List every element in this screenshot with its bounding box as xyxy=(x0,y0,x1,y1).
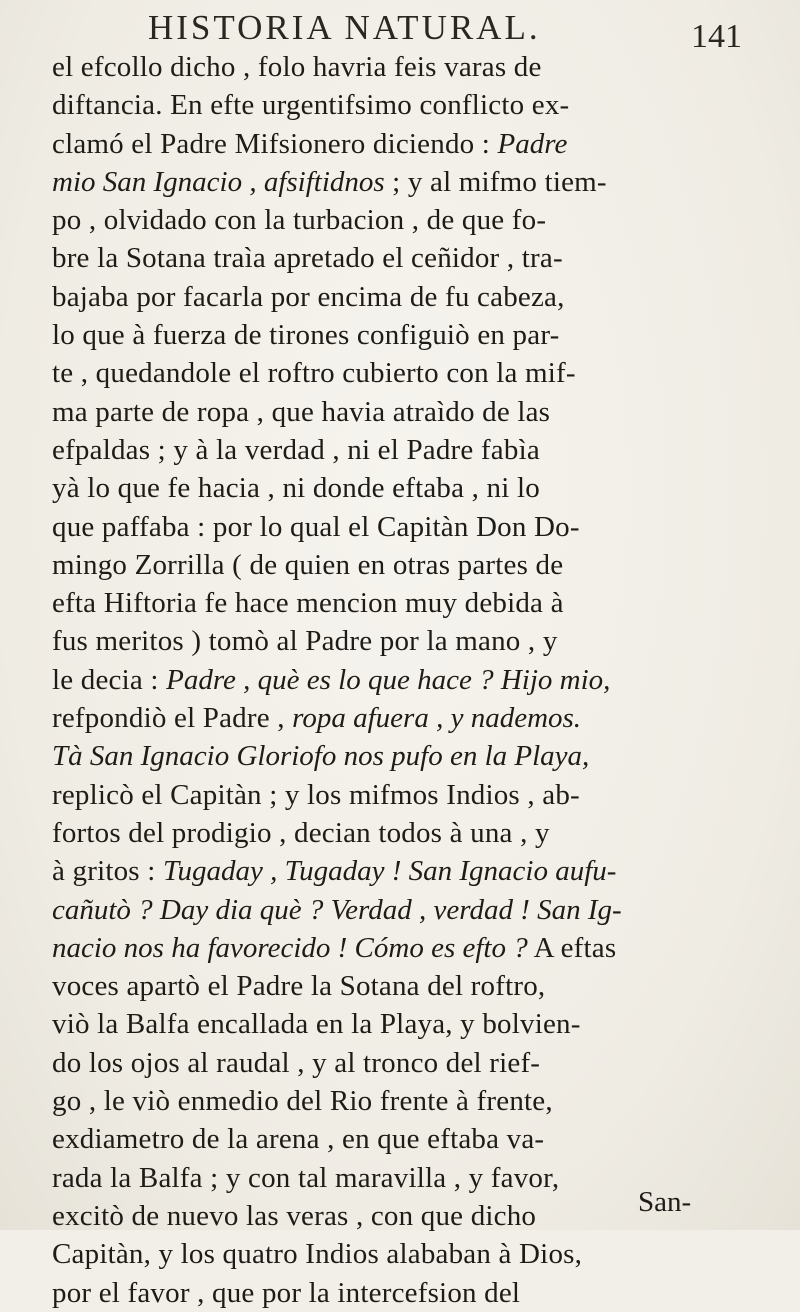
text-line xyxy=(52,1235,772,1273)
text-run: po , olvidado con la turbacion , de que fo- xyxy=(52,204,547,237)
text-run: A eftas xyxy=(527,931,617,964)
text-run: fus meritos ) tomò al Padre por la mano , y xyxy=(52,625,558,658)
text-run: bajaba por facarla por encima de fu cabeza, xyxy=(52,280,565,313)
text-line xyxy=(52,1044,772,1082)
text-run: lo que à fuerza de tirones configuiò en par- xyxy=(52,319,560,352)
text-run: el efcollo dicho , folo havria feis varas de xyxy=(52,51,542,83)
text-run: exdiametro de la arena , en que eftaba va- xyxy=(52,1123,545,1156)
text-run: ma parte de ropa , que havia atraìdo de las xyxy=(52,395,551,428)
italic-text-run: mio San Ignacio , afsiftidnos xyxy=(52,165,385,198)
text-line xyxy=(52,163,772,201)
text-run: clamó el Padre Mifsionero diciendo : xyxy=(52,127,498,160)
catchword: San- xyxy=(638,1186,692,1218)
text-run: excitò de nuevo las veras , con que dicho xyxy=(52,1199,537,1232)
text-run: le decia : xyxy=(52,663,167,696)
italic-text-run: Tà San Ignacio Gloriofo nos pufo en la Playa, xyxy=(52,740,590,773)
text-line xyxy=(52,201,772,239)
text-line xyxy=(52,469,772,507)
text-run: te , quedandole el roftro cubierto con la mif- xyxy=(52,357,576,390)
text-line xyxy=(52,737,772,775)
text-run: à gritos : xyxy=(52,855,163,888)
text-run: mingo Zorrilla ( de quien en otras partes de xyxy=(52,548,564,581)
text-line xyxy=(52,967,772,1005)
italic-text-run: Padre , què es lo que hace ? Hijo mio, xyxy=(166,663,611,696)
text-line xyxy=(52,239,772,277)
italic-text-run: ropa afuera , y nademos. xyxy=(292,702,582,735)
text-line xyxy=(52,546,772,584)
page-number: 141 xyxy=(691,18,742,55)
text-line xyxy=(52,1005,772,1043)
text-line xyxy=(52,508,772,546)
text-run: bre la Sotana traìa apretado el ceñidor , tra- xyxy=(52,242,563,275)
text-line xyxy=(52,48,772,86)
text-line xyxy=(52,622,772,660)
italic-text-run: nacio nos ha favorecido ! Cómo es efto ? xyxy=(52,931,528,964)
text-run: por el favor , que por la intercefsion del xyxy=(52,1276,521,1309)
text-line xyxy=(52,1274,772,1312)
text-run: ; y al mifmo tiem- xyxy=(384,165,607,198)
text-line xyxy=(52,699,772,737)
text-run: yà lo que fe hacia , ni donde eftaba , ni lo xyxy=(52,472,540,505)
text-run: refpondiò el Padre , xyxy=(52,702,293,735)
text-line xyxy=(52,852,772,890)
text-line xyxy=(52,86,772,124)
text-line xyxy=(52,1120,772,1158)
text-run: Capitàn, y los quatro Indios alababan à Dios, xyxy=(52,1238,583,1271)
italic-text-run: Tugaday , Tugaday ! San Ignacio aufu- xyxy=(162,855,617,888)
text-line xyxy=(52,891,772,929)
text-line xyxy=(52,125,772,163)
text-run: do los ojos al raudal , y al tronco del rief- xyxy=(52,1046,541,1079)
text-run: efpaldas ; y à la verdad , ni el Padre fabìa xyxy=(52,433,540,466)
text-run: rada la Balfa ; y con tal maravilla , y favor, xyxy=(52,1161,560,1194)
text-line xyxy=(52,584,772,622)
text-line xyxy=(52,929,772,967)
text-line xyxy=(52,316,772,354)
text-run: voces apartò el Padre la Sotana del roftro, xyxy=(52,970,546,1003)
text-run: fortos del prodigio , decian todos à una , y xyxy=(52,816,550,849)
text-line xyxy=(52,776,772,814)
text-line xyxy=(52,431,772,469)
text-run: viò la Balfa encallada en la Playa, y bolvien- xyxy=(52,1008,581,1041)
text-line xyxy=(52,661,772,699)
text-run: que paffaba : por lo qual el Capitàn Don Do- xyxy=(52,510,580,543)
text-line xyxy=(52,814,772,852)
text-line xyxy=(52,278,772,316)
text-line xyxy=(52,1082,772,1120)
text-run: go , le viò enmedio del Rio frente à frente, xyxy=(52,1085,553,1118)
italic-text-run: Padre xyxy=(497,127,568,160)
text-line xyxy=(52,354,772,392)
text-run: replicò el Capitàn ; y los mifmos Indios , ab- xyxy=(52,778,580,811)
text-run: diftancia. En efte urgentifsimo conflicto ex- xyxy=(52,89,570,122)
text-run: efta Hiftoria fe hace mencion muy debida à xyxy=(52,587,564,620)
body-text xyxy=(52,48,772,1312)
italic-text-run: cañutò ? Day dia què ? Verdad , verdad ! San Ig- xyxy=(52,893,622,926)
text-line xyxy=(52,393,772,431)
running-head: HISTORIA NATURAL. xyxy=(148,8,541,47)
